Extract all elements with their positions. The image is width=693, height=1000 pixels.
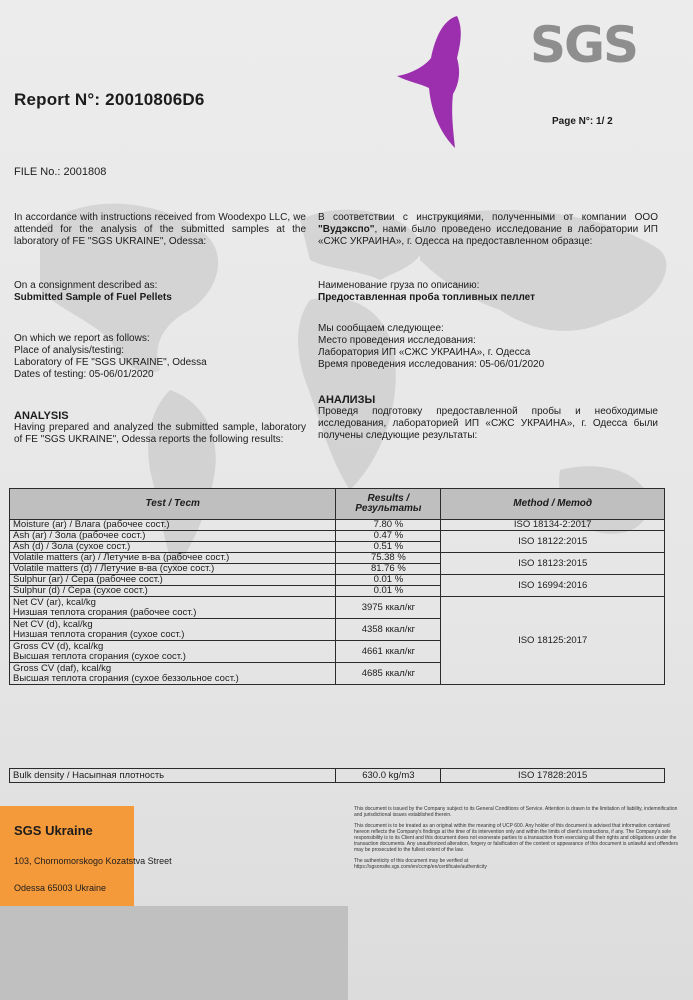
table-row (10, 520, 665, 531)
report-details-ru (318, 323, 658, 371)
table-row (10, 769, 665, 783)
test-cell: Moisture (ar) / Влага (рабочее сост.) (10, 520, 336, 531)
analysis-heading-ru: АНАЛИЗЫ (318, 394, 376, 406)
report-line-en: Place of analysis/testing: (14, 345, 125, 356)
report-line-en: On which we report as follows: (14, 333, 150, 344)
bulk-value: 630.0 kg/m3 (336, 769, 441, 783)
header-test: Test / Тест (10, 489, 336, 520)
intro-ru-company: "Вудэкспо" (318, 224, 375, 235)
company-street: 103, Chornomorskogo Kozatstva Street (14, 856, 172, 866)
sgs-logo-text: SGS (530, 16, 638, 74)
intro-en: In accordance with instructions received from Woodexpo LLC, we attended for the analysis of the submitted samples at the laboratory of FE "SGS UKRAINE", Odessa: (14, 212, 306, 247)
table-row (10, 531, 665, 542)
test-cell (10, 597, 336, 619)
bulk-density-table (9, 768, 665, 783)
test-cell (10, 663, 336, 685)
consignment-value-en: Submitted Sample of Fuel Pellets (14, 292, 172, 303)
test-cell: Ash (d) / Зола (сухое сост.) (10, 542, 336, 553)
report-line-ru: Время проведения исследования: 05-06/01/2020 (318, 359, 545, 370)
test-cell: Sulphur (ar) / Сера (рабочее сост.) (10, 575, 336, 586)
test-en: Gross CV (daf), kcal/kg (13, 662, 112, 674)
test-ru: Низшая теплота сгорания (сухое сост.) (13, 628, 185, 640)
test-en: Gross CV (d), kcal/kg (13, 640, 104, 652)
company-city: Odessa 65003 Ukraine (14, 883, 107, 893)
report-line-ru: Лаборатория ИП «СЖС УКРАИНА», г. Одесса (318, 347, 531, 358)
sgs-logo (530, 16, 662, 98)
bulk-method: ISO 17828:2015 (441, 769, 665, 783)
verify-link[interactable]: https://sgsonsite.sgs.com/en/ccmp/en/certificate/authenticity (354, 864, 487, 870)
test-en: Net CV (d), kcal/kg (13, 618, 93, 630)
consignment-value-ru: Предоставленная проба топливных пеллет (318, 292, 536, 303)
consignment-label-en: On a consignment described as: (14, 280, 158, 291)
results-table (9, 488, 665, 685)
result-cell: 7.80 % (336, 520, 441, 531)
consignment-ru (318, 280, 658, 304)
test-cell: Volatile matters (ar) / Летучие в-ва (рабочее сост.) (10, 553, 336, 564)
analysis-ru (318, 394, 658, 442)
result-cell: 0.01 % (336, 575, 441, 586)
report-title: Report N°: 20010806D6 (14, 90, 205, 109)
result-cell: 0.01 % (336, 586, 441, 597)
fine-print (354, 806, 680, 875)
page-number: Page N°: 1/ 2 (552, 116, 613, 127)
fine-print-paragraph: This document is to be treated as an original within the meaning of UCP 600. Any holder of this document is advised that information contained hereon reflects the Company's findings at the time of its intervention only and within the limits of client's instructions, if any. The Company's sole responsibility is to its Client and this document does not exonerate parties to a transaction from exercising all their rights and obligations under the transaction documents. Any unauthorized alteration, forgery or falsification of the content or appearance of this document is unlawful and offenders may be prosecuted to the fullest extent of the law. (354, 823, 678, 853)
method-cell: ISO 18125:2017 (441, 597, 665, 685)
result-cell: 4358 ккал/кг (336, 619, 441, 641)
table-row (10, 597, 665, 619)
header-results-ru: Результаты (355, 503, 422, 514)
consignment-label-ru: Наименование груза по описанию: (318, 280, 480, 291)
result-cell: 4661 ккал/кг (336, 641, 441, 663)
fine-print-verify: The authenticity of this document may be verified at (354, 858, 469, 864)
consignment-en (14, 280, 306, 304)
report-line-en: Dates of testing: 05-06/01/2020 (14, 369, 154, 380)
header-results (336, 489, 441, 520)
test-en: Net CV (ar), kcal/kg (13, 596, 96, 608)
fine-print-paragraph (354, 858, 680, 870)
bulk-label: Bulk density / Насыпная плотность (10, 769, 336, 783)
table-header-row (10, 489, 665, 520)
analysis-text-en: Having prepared and analyzed the submitted sample, laboratory of FE "SGS UKRAINE", Odessa reports the following results: (14, 422, 306, 445)
intro-ru-before: В соответствии с инструкциями, полученными от компании ООО (318, 212, 658, 223)
method-cell: ISO 16994:2016 (441, 575, 665, 597)
bird-logo-icon (395, 10, 470, 150)
report-line-en: Laboratory of FE "SGS UKRAINE", Odessa (14, 357, 207, 368)
fine-print-paragraph: This document is issued by the Company subject to its General Conditions of Service. Attention is drawn to the limitation of liability, indemnification and jurisdictional issues established therein. (354, 806, 678, 818)
report-line-ru: Мы сообщаем следующее: (318, 323, 444, 334)
report-line-ru: Место проведения исследования: (318, 335, 476, 346)
test-cell (10, 619, 336, 641)
header-method: Method / Метод (441, 489, 665, 520)
footer-grey-band (0, 906, 348, 1000)
company-name: SGS Ukraine (14, 823, 93, 838)
test-ru: Высшая теплота сгорания (сухое сост.) (13, 650, 186, 662)
test-ru: Высшая теплота сгорания (сухое беззольное сост.) (13, 672, 239, 684)
result-cell: 81.76 % (336, 564, 441, 575)
method-cell: ISO 18134-2:2017 (441, 520, 665, 531)
result-cell: 75.38 % (336, 553, 441, 564)
test-cell: Ash (ar) / Зола (рабочее сост.) (10, 531, 336, 542)
result-cell: 3975 ккал/кг (336, 597, 441, 619)
test-cell (10, 641, 336, 663)
result-cell: 0.51 % (336, 542, 441, 553)
result-cell: 4685 ккал/кг (336, 663, 441, 685)
analysis-en (14, 410, 306, 446)
result-cell: 0.47 % (336, 531, 441, 542)
header-results-en: Results / (367, 493, 410, 504)
test-cell: Sulphur (d) / Сера (сухое сост.) (10, 586, 336, 597)
method-cell: ISO 18123:2015 (441, 553, 665, 575)
table-row (10, 575, 665, 586)
table-row (10, 553, 665, 564)
analysis-text-ru: Проведя подготовку предоставленной пробы и необходимые исследования, лабораторией ИП «СЖС УКРАИНА», г. Одесса были получены следующие результаты: (318, 406, 658, 441)
file-number: FILE No.: 2001808 (14, 166, 107, 178)
intro-ru (318, 212, 658, 248)
test-cell: Volatile matters (d) / Летучие в-ва (сухое сост.) (10, 564, 336, 575)
intro-ru-after: , нами было проведено исследование в лаборатории ИП «СЖС УКРАИНА», г. Одесса на предоставленном образце: (318, 224, 658, 247)
test-ru: Низшая теплота сгорания (рабочее сост.) (13, 606, 197, 618)
analysis-heading-en: ANALYSIS (14, 410, 69, 422)
report-details-en (14, 333, 306, 381)
method-cell: ISO 18122:2015 (441, 531, 665, 553)
